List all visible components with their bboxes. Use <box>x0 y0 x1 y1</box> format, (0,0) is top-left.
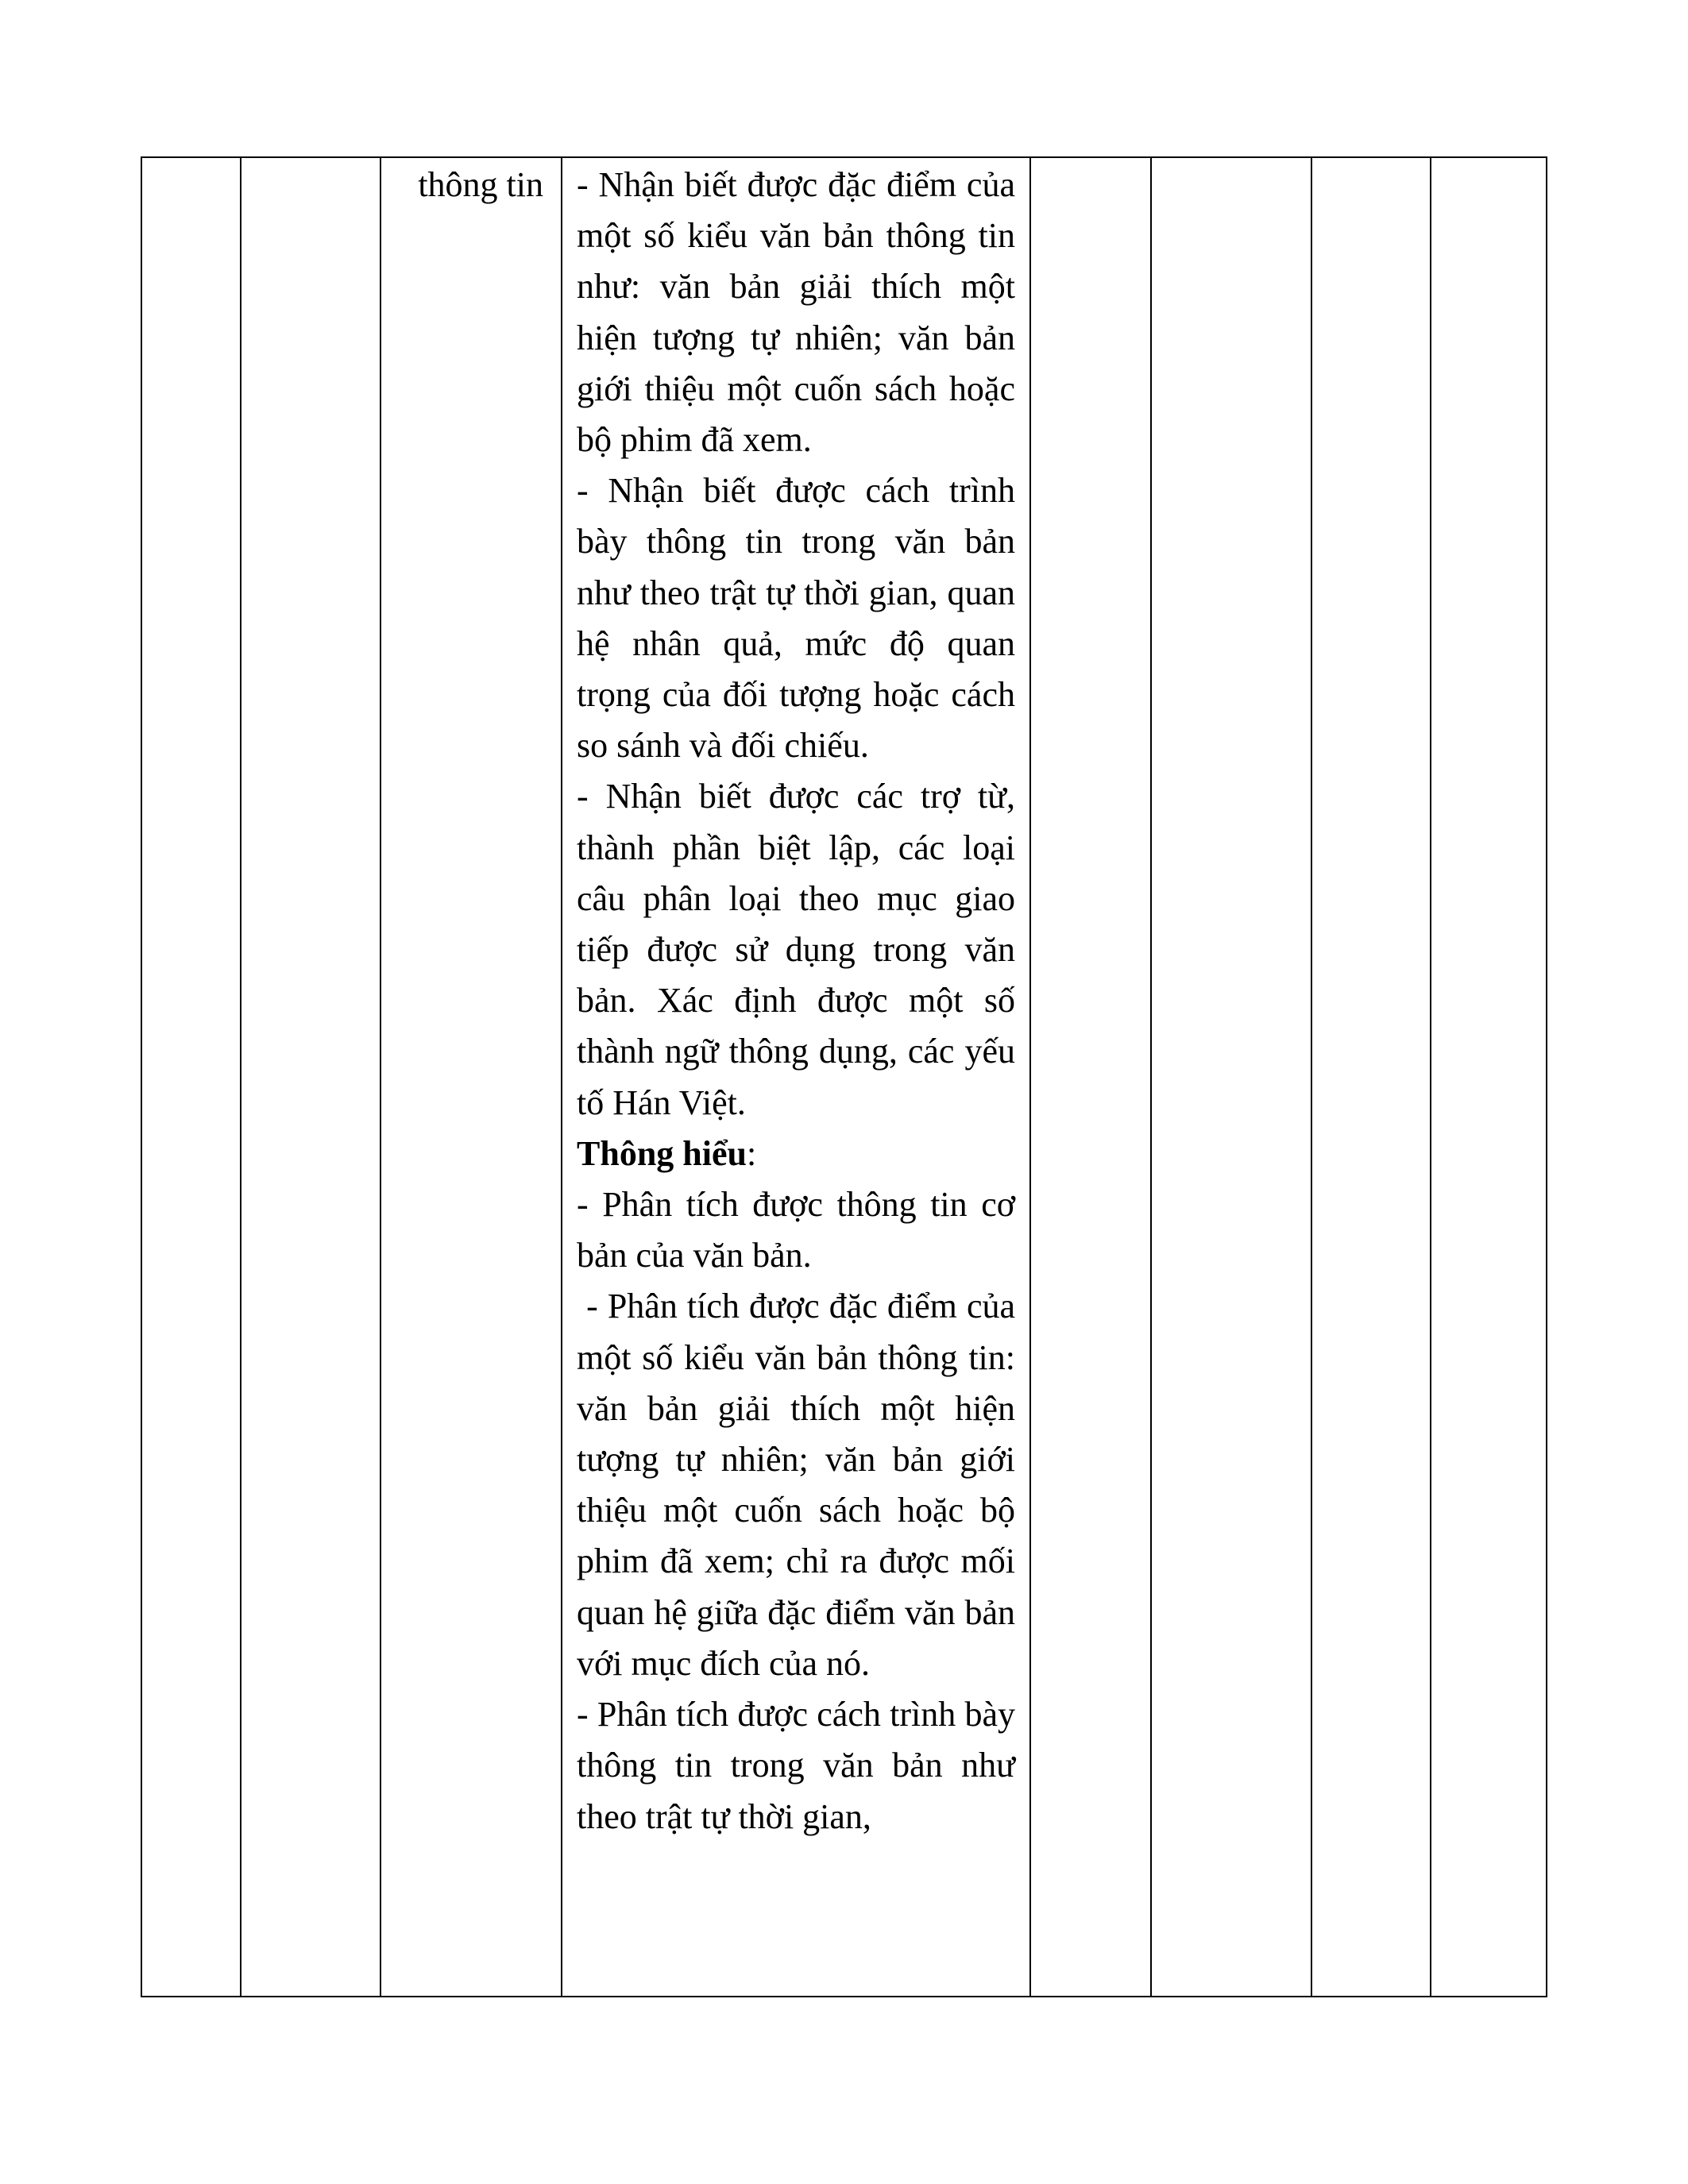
text-type-label: thông tin <box>418 165 543 204</box>
cell-topic <box>241 157 380 1997</box>
requirement-paragraph: - Phân tích được đặc điểm của một số kiểu văn bản thông tin: văn bản giải thích một hiện tượng tự nhiên; văn bản giới thiệu một cuốn sách hoặc bộ phim đã xem; chỉ ra được mối quan hệ giữa đặc điểm văn bản với mục đích của nó. <box>577 1287 1025 1683</box>
level-heading <box>577 1129 1015 1179</box>
cell-count-application <box>1311 157 1431 1997</box>
specification-table <box>141 156 1547 1997</box>
cell-count-advanced <box>1431 157 1547 1997</box>
requirement-paragraph: - Nhận biết được cách trình bày thông tin trong văn bản như theo trật tự thời gian, quan hệ nhân quả, mức độ quan trọng của đối tượng hoặc cách so sánh và đối chiếu. <box>577 471 1015 766</box>
requirement-paragraph: - Nhận biết được đặc điểm của một số kiểu văn bản thông tin như: văn bản giải thích một hiện tượng tự nhiên; văn bản giới thiệu một cuốn sách hoặc bộ phim đã xem. <box>577 165 1015 460</box>
requirement-paragraph: - Phân tích được thông tin cơ bản của văn bản. <box>577 1185 1015 1275</box>
table-row <box>141 157 1547 1997</box>
level-heading-bold: Thông hiểu <box>577 1133 747 1173</box>
cell-requirements <box>562 157 1030 1997</box>
requirement-paragraph: - Nhận biết được các trợ từ, thành phần biệt lập, các loại câu phân loại theo mục giao tiếp được sử dụng trong văn bản. Xác định được một số thành ngữ thông dụng, các yếu tố Hán Việt. <box>577 777 1015 1122</box>
level-heading-suffix: : <box>746 1133 757 1173</box>
cell-count-recognition <box>1030 157 1151 1997</box>
cell-index <box>141 157 241 1997</box>
cell-count-understanding <box>1151 157 1311 1997</box>
requirement-paragraph: - Phân tích được cách trình bày thông tin trong văn bản như theo trật tự thời gian, <box>577 1695 1015 1836</box>
cell-text-type <box>380 157 562 1997</box>
